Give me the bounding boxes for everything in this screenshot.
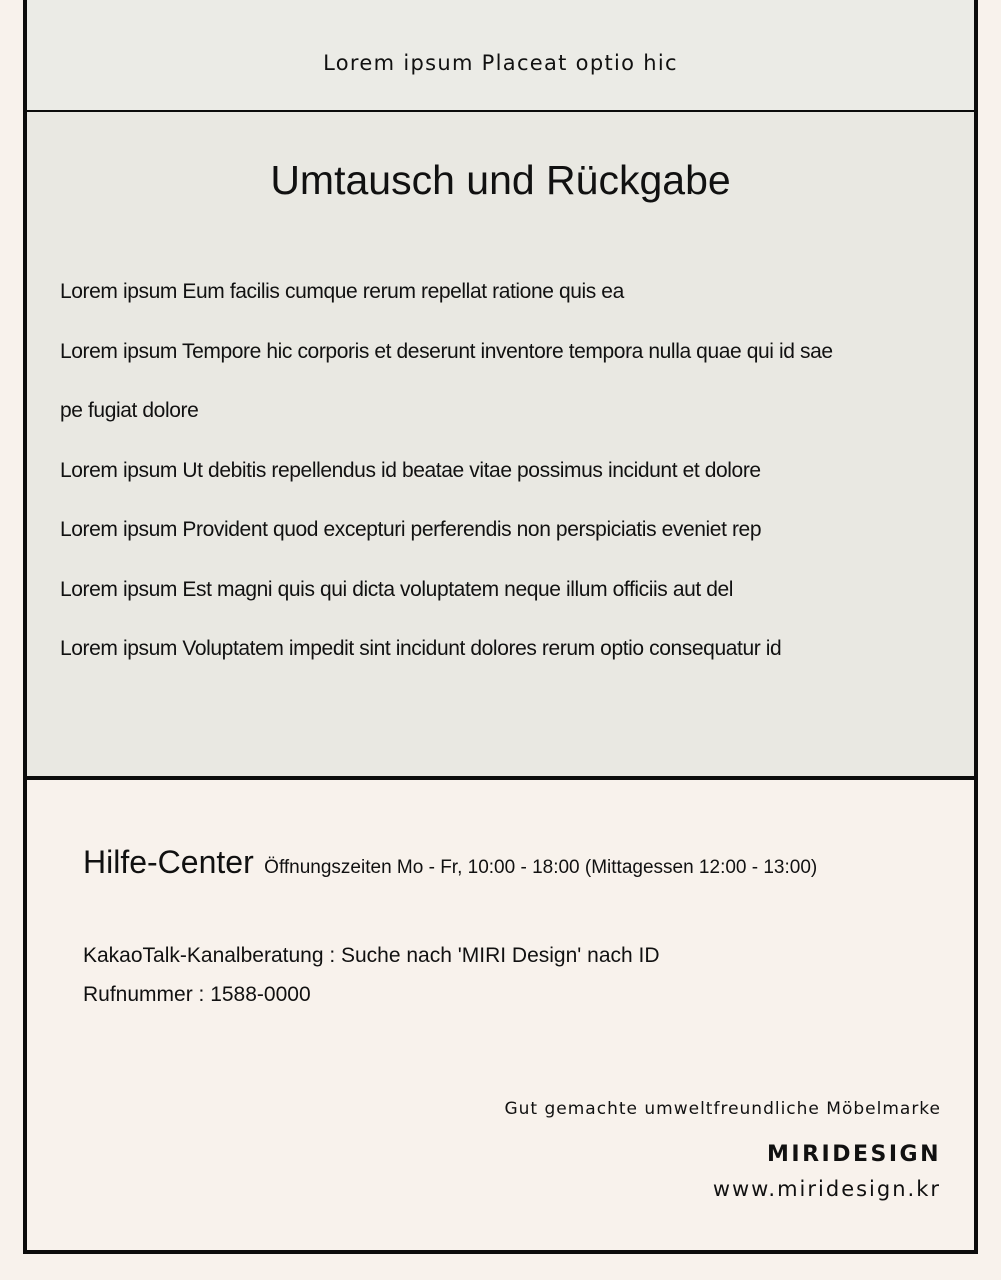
- policy-line: Lorem ipsum Est magni quis qui dicta voluptatem neque illum officiis aut del: [60, 577, 734, 601]
- brand-logo-text: MIRIDESIGN: [767, 1142, 941, 1167]
- help-center-title: Hilfe-Center: [83, 844, 254, 880]
- return-policy-section: [27, 112, 974, 780]
- header-banner: [27, 0, 974, 112]
- phone-number: Rufnummer : 1588-0000: [83, 983, 311, 1006]
- page-frame: [23, 0, 978, 1254]
- policy-line: Lorem ipsum Ut debitis repellendus id beatae vitae possimus incidunt et dolore: [60, 458, 761, 482]
- help-center-section: [27, 780, 974, 1250]
- policy-list: [60, 262, 950, 679]
- brand-tagline: Gut gemachte umweltfreundliche Möbelmarke: [504, 1099, 941, 1119]
- header-text: Lorem ipsum Placeat optio hic: [323, 51, 678, 75]
- policy-line: pe fugiat dolore: [60, 399, 199, 422]
- policy-line: Lorem ipsum Tempore hic corporis et deserunt inventore tempora nulla quae qui id sae: [60, 339, 833, 363]
- opening-hours: Öffnungszeiten Mo - Fr, 10:00 - 18:00 (Mittagessen 12:00 - 13:00): [264, 857, 818, 878]
- help-center-heading: [83, 844, 817, 881]
- policy-line: Lorem ipsum Eum facilis cumque rerum repellat ratione quis ea: [60, 280, 624, 303]
- page-title: Umtausch und Rückgabe: [270, 157, 731, 203]
- website-url: www.miridesign.kr: [712, 1177, 941, 1201]
- policy-line: Lorem ipsum Voluptatem impedit sint incidunt dolores rerum optio consequatur id: [60, 637, 782, 660]
- policy-line: Lorem ipsum Provident quod excepturi perferendis non perspiciatis eveniet rep: [60, 518, 762, 541]
- kakaotalk-contact: KakaoTalk-Kanalberatung : Suche nach 'MIRI Design' nach ID: [83, 944, 660, 967]
